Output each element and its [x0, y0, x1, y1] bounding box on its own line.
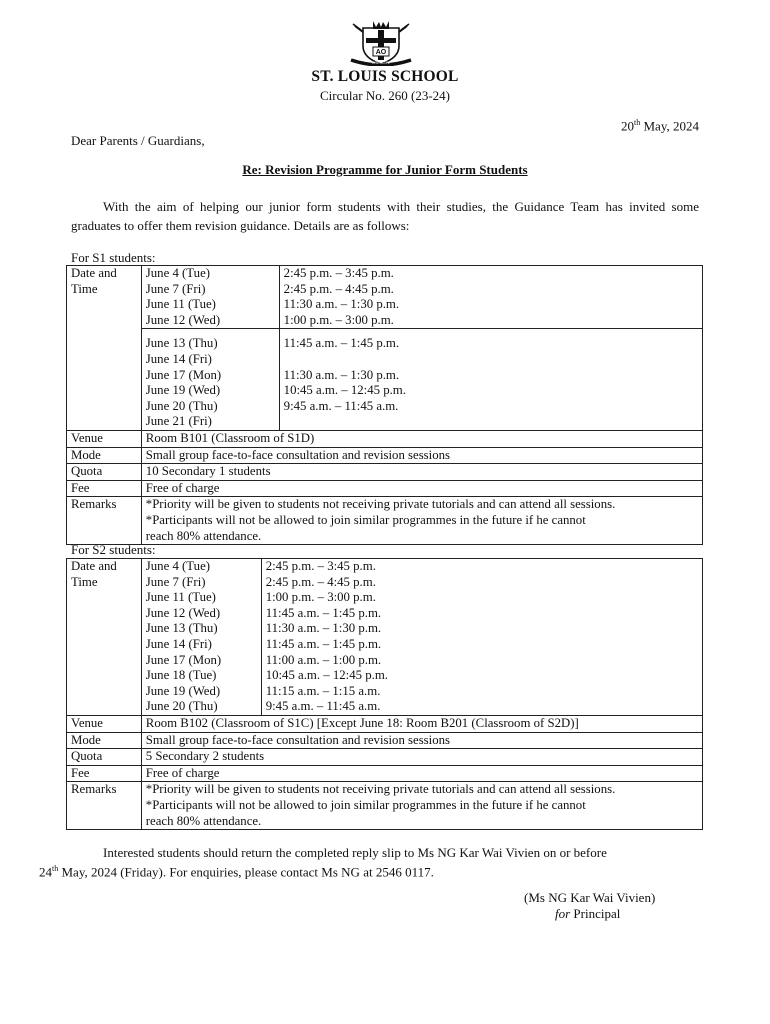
table-row [67, 732, 703, 749]
s2-remarks: *Priority will be given to students not receiving private tutorials and can attend all sessions. *Participants will not be allowed to join similar programmes in the future if he cannot reach 80% attendance. [141, 782, 702, 830]
table-row [67, 749, 703, 766]
s2-times: 2:45 p.m. – 3:45 p.m. 2:45 p.m. – 4:45 p.m. 1:00 p.m. – 3:00 p.m. 11:45 a.m. – 1:45 p.m. 11:30 a.m. – 1:30 p.m. 11:45 a.m. – 1:45 p.m. 11:00 a.m. – 1:00 p.m. 10:45 a.m. – 12:45 p.m. 11:15 a.m. – 1:15 a.m. 9:45 a.m. – 11:45 a.m. [261, 559, 702, 716]
table-row [67, 464, 703, 481]
s1-dates-group-b: June 13 (Thu) June 14 (Fri) June 17 (Mon) June 19 (Wed) June 20 (Thu) June 21 (Fri) [141, 329, 279, 431]
s2-schedule-table [66, 558, 703, 830]
school-name: ST. LOUIS SCHOOL [311, 68, 459, 85]
table-row [67, 715, 703, 732]
s2-fee: Free of charge [141, 765, 702, 782]
s1-fee: Free of charge [141, 480, 702, 497]
mode-label: Mode [67, 732, 142, 749]
table-row [67, 430, 703, 447]
greeting: Dear Parents / Guardians, [71, 133, 205, 148]
circular-number: Circular No. 260 (23-24) [320, 88, 450, 103]
table-row [67, 497, 703, 545]
s1-heading: For S1 students: [71, 250, 156, 265]
s1-times-group-b: 11:45 a.m. – 1:45 p.m. 11:30 a.m. – 1:30 p.m. 10:45 a.m. – 12:45 p.m. 9:45 a.m. – 11:45 a.m. [279, 329, 702, 431]
fee-label: Fee [67, 480, 142, 497]
table-row [67, 559, 703, 716]
table-row [67, 266, 703, 329]
table-row [67, 447, 703, 464]
crest-initials: AO [375, 49, 387, 56]
table-row [67, 765, 703, 782]
s1-times-group-a: 2:45 p.m. – 3:45 p.m. 2:45 p.m. – 4:45 p.m. 11:30 a.m. – 1:30 p.m. 1:00 p.m. – 3:00 p.m. [279, 266, 702, 329]
s1-dates-group-a: June 4 (Tue) June 7 (Fri) June 11 (Tue) June 12 (Wed) [141, 266, 279, 329]
date-time-label: Date and Time [67, 559, 142, 716]
venue-label: Venue [67, 430, 142, 447]
subject-heading: Re: Revision Programme for Junior Form Students [242, 162, 528, 177]
date-time-label: Date and Time [67, 266, 142, 329]
remarks-label: Remarks [67, 497, 142, 545]
s1-mode: Small group face-to-face consultation and revision sessions [141, 447, 702, 464]
school-crest-logo [349, 20, 413, 66]
signer-role: for Principal [555, 906, 621, 921]
crest-motto: CRESCITE [371, 61, 391, 65]
s2-heading: For S2 students: [71, 542, 156, 557]
venue-label: Venue [67, 715, 142, 732]
intro-paragraph: With the aim of helping our junior form students with their studies, the Guidance Team has invited some graduates to offer them revision guidance. Details are as follows: [71, 199, 699, 233]
s2-dates: June 4 (Tue) June 7 (Fri) June 11 (Tue) June 12 (Wed) June 13 (Thu) June 14 (Fri) June 17 (Mon) June 18 (Tue) June 19 (Wed) June 20 (Thu) [141, 559, 261, 716]
quota-label: Quota [67, 464, 142, 481]
quota-label: Quota [67, 749, 142, 766]
s1-venue: Room B101 (Classroom of S1D) [141, 430, 702, 447]
table-row [67, 329, 703, 431]
s1-quota: 10 Secondary 1 students [141, 464, 702, 481]
mode-label: Mode [67, 447, 142, 464]
table-row [67, 480, 703, 497]
fee-label: Fee [67, 765, 142, 782]
remarks-label: Remarks [67, 782, 142, 830]
letter-date: 20th May, 2024 [621, 118, 699, 134]
s2-venue: Room B102 (Classroom of S1C) [Except June 18: Room B201 (Classroom of S2D)] [141, 715, 702, 732]
closing-paragraph: Interested students should return the completed reply slip to Ms NG Kar Wai Vivien on or before 24th May, 2024 (Friday). For enquiries, please contact Ms NG at 2546 0117. [39, 845, 607, 880]
s2-mode: Small group face-to-face consultation and revision sessions [141, 732, 702, 749]
s2-quota: 5 Secondary 2 students [141, 749, 702, 766]
signer-name: (Ms NG Kar Wai Vivien) [524, 890, 656, 905]
s1-remarks: *Priority will be given to students not receiving private tutorials and can attend all sessions. *Participants will not be allowed to join similar programmes in the future if he cannot reach 80% attendance. [141, 497, 702, 545]
s1-schedule-table [66, 265, 703, 545]
table-row [67, 782, 703, 830]
